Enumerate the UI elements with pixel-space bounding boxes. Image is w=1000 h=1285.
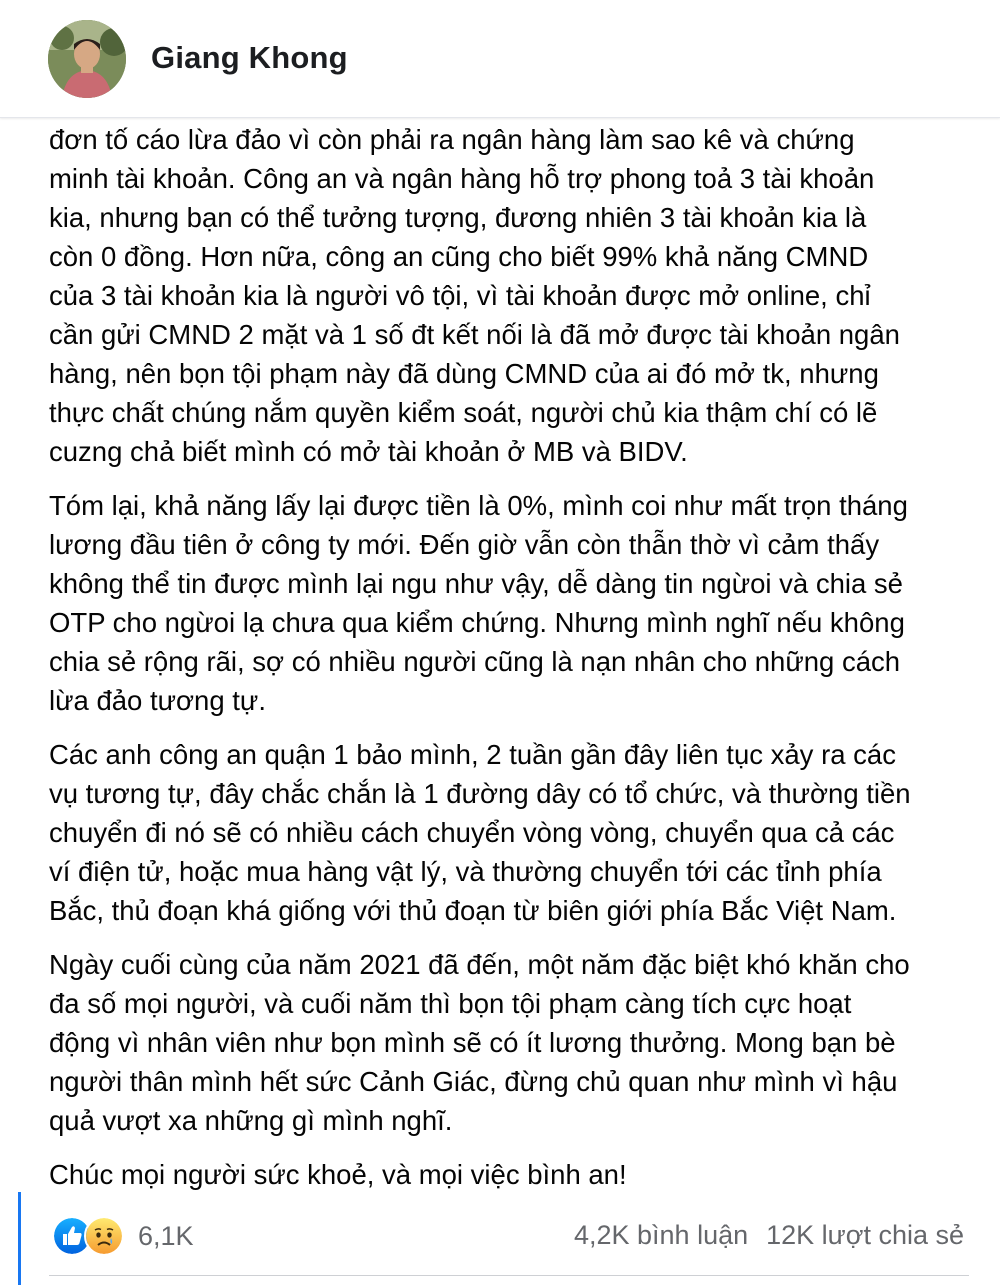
text-line: cuzng chả biết mình có mở tài khoản ở MB và BIDV.: [49, 436, 688, 467]
text-line: thực chất chúng nắm quyền kiểm soát, người chủ kia thậm chí có lẽ: [49, 397, 878, 428]
text-line: quả vượt xa những gì mình nghĩ.: [49, 1105, 453, 1136]
text-line: Tóm lại, khả năng lấy lại được tiền là 0%, mình coi như mất trọn tháng: [49, 490, 908, 521]
post-text: [49, 120, 979, 1209]
text-line: động vì nhân viên như bọn mình sẽ có ít lương thưởng. Mong bạn bè: [49, 1027, 896, 1058]
text-line: Các anh công an quận 1 bảo mình, 2 tuần gần đây liên tục xảy ra các: [49, 739, 896, 770]
text-line: vụ tương tự, đây chắc chắn là 1 đường dây có tổ chức, và thường tiền: [49, 778, 911, 809]
text-line: OTP cho ngừoi lạ chưa qua kiểm chứng. Nhưng mình nghĩ nếu không: [49, 607, 905, 638]
reactions-summary[interactable]: [52, 1216, 194, 1256]
shares-count-link[interactable]: 12K lượt chia sẻ: [766, 1220, 964, 1250]
divider: [49, 1275, 969, 1276]
sad-icon: [84, 1216, 124, 1256]
post-footer: [0, 1212, 1000, 1262]
avatar[interactable]: [48, 20, 126, 98]
text-line: lương đầu tiên ở công ty mới. Đến giờ vẫn còn thẫn thờ vì cảm thấy: [49, 529, 880, 560]
text-line: không thể tin được mình lại ngu như vậy, dễ dàng tin ngừoi và chia sẻ: [49, 568, 903, 599]
paragraph: [49, 1155, 979, 1194]
post-header: [0, 0, 1000, 118]
text-line: còn 0 đồng. Hơn nữa, công an cũng cho biết 99% khả năng CMND: [49, 241, 869, 272]
paragraph: [49, 735, 979, 930]
text-line: chuyển đi nó sẽ có nhiều cách chuyển vòng vòng, chuyển qua cả các: [49, 817, 895, 848]
text-line: đơn tố cáo lừa đảo vì còn phải ra ngân hàng làm sao kê và chứng: [49, 124, 855, 155]
text-line: minh tài khoản. Công an và ngân hàng hỗ trợ phong toả 3 tài khoản: [49, 163, 875, 194]
text-line: lừa đảo tương tự.: [49, 685, 266, 716]
text-line: cần gửi CMND 2 mặt và 1 số đt kết nối là đã mở được tài khoản ngân: [49, 319, 900, 350]
paragraph: [49, 486, 979, 720]
paragraph: [49, 120, 979, 471]
text-line: hàng, nên bọn tội phạm này đã dùng CMND của ai đó mở tk, nhưng: [49, 358, 879, 389]
text-line: đa số mọi người, và cuối năm thì bọn tội phạm càng tích cực hoạt: [49, 988, 852, 1019]
profile-photo-icon: [48, 20, 126, 98]
text-line: Chúc mọi người sức khoẻ, và mọi việc bình an!: [49, 1159, 627, 1190]
paragraph: [49, 945, 979, 1140]
text-line: Bắc, thủ đoạn khá giống với thủ đoạn từ biên giới phía Bắc Việt Nam.: [49, 895, 897, 926]
comments-count-link[interactable]: 4,2K bình luận: [573, 1220, 749, 1250]
post-stats: [574, 1220, 964, 1251]
text-line: kia, nhưng bạn có thể tưởng tượng, đương nhiên 3 tài khoản kia là: [49, 202, 867, 233]
author-name[interactable]: Giang Khong: [151, 40, 348, 75]
text-line: Ngày cuối cùng của năm 2021 đã đến, một năm đặc biệt khó khăn cho: [49, 949, 910, 980]
text-line: chia sẻ rộng rãi, sợ có nhiều người cũng là nạn nhân cho những cách: [49, 646, 901, 677]
text-line: người thân mình hết sức Cảnh Giác, đừng chủ quan như mình vì hậu: [49, 1066, 898, 1097]
reaction-count: 6,1K: [138, 1220, 194, 1251]
text-line: ví điện tử, hoặc mua hàng vật lý, và thường chuyển tới các tỉnh phía: [49, 856, 882, 887]
text-line: của 3 tài khoản kia là người vô tội, vì tài khoản được mở online, chỉ: [49, 280, 871, 311]
